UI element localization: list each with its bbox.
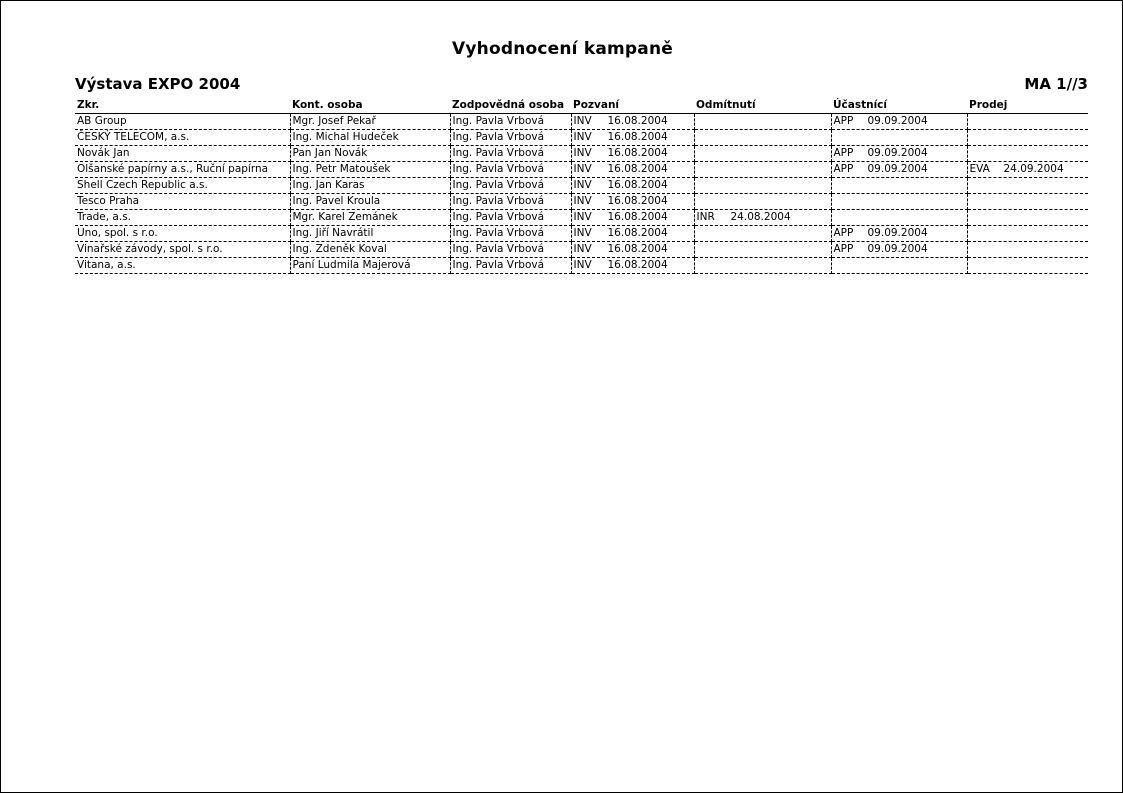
- cell-pozvani-code: INV: [573, 147, 592, 159]
- cell-ucastnici: [831, 162, 967, 178]
- cell-prodej: [967, 146, 1088, 162]
- cell-ucastnici-date: 09.09.2004: [867, 115, 928, 127]
- cell-kont-osoba: Mgr. Josef Pekař: [290, 114, 450, 130]
- cell-pozvani-code: INV: [573, 243, 592, 255]
- cell-odmitnuti: [694, 178, 831, 194]
- cell-prodej: [967, 242, 1088, 258]
- cell-pozvani-code: INV: [573, 227, 592, 239]
- cell-pozvani-code: INV: [573, 211, 592, 223]
- cell-odmitnuti-date: 24.08.2004: [730, 211, 791, 223]
- column-header-odmitnuti: Odmítnutí: [694, 99, 831, 114]
- cell-pozvani-code: INV: [573, 163, 592, 175]
- cell-zkr: Uno, spol. s r.o.: [75, 226, 290, 242]
- cell-zkr: Tesco Praha: [75, 194, 290, 210]
- cell-prodej: [967, 162, 1088, 178]
- table-row: [75, 258, 1088, 274]
- table-body: [75, 114, 1088, 274]
- cell-ucastnici-date: 09.09.2004: [867, 243, 928, 255]
- campaign-results-table: [75, 99, 1088, 274]
- cell-ucastnici-code: APP: [833, 227, 854, 239]
- cell-pozvani-code: INV: [573, 195, 592, 207]
- cell-ucastnici-code: APP: [833, 147, 854, 159]
- cell-odmitnuti-code: INR: [696, 211, 715, 223]
- cell-prodej: [967, 210, 1088, 226]
- cell-pozvani-date: 16.08.2004: [607, 211, 668, 223]
- cell-odmitnuti: [694, 146, 831, 162]
- table-header-row: [75, 99, 1088, 114]
- cell-pozvani-code: INV: [573, 259, 592, 271]
- cell-ucastnici-date: 09.09.2004: [867, 227, 928, 239]
- cell-odmitnuti: [694, 162, 831, 178]
- cell-zkr: AB Group: [75, 114, 290, 130]
- table-row: [75, 194, 1088, 210]
- cell-prodej: [967, 130, 1088, 146]
- column-header-zodpovedna-osoba: Zodpovědná osoba: [450, 99, 571, 114]
- cell-ucastnici: [831, 242, 967, 258]
- cell-zodpovedna-osoba: Ing. Pavla Vrbová: [450, 162, 571, 178]
- cell-odmitnuti: [694, 258, 831, 274]
- cell-pozvani: [571, 210, 694, 226]
- cell-pozvani-date: 16.08.2004: [607, 179, 668, 191]
- cell-pozvani: [571, 146, 694, 162]
- cell-odmitnuti: [694, 130, 831, 146]
- column-header-pozvani: Pozvaní: [571, 99, 694, 114]
- cell-pozvani-code: INV: [573, 179, 592, 191]
- cell-ucastnici: [831, 194, 967, 210]
- cell-pozvani: [571, 194, 694, 210]
- cell-zodpovedna-osoba: Ing. Pavla Vrbová: [450, 226, 571, 242]
- table-row: [75, 226, 1088, 242]
- table-row: [75, 130, 1088, 146]
- cell-pozvani-date: 16.08.2004: [607, 195, 668, 207]
- table-row: [75, 210, 1088, 226]
- cell-pozvani-date: 16.08.2004: [607, 115, 668, 127]
- cell-prodej: [967, 178, 1088, 194]
- cell-zkr: ČESKÝ TELECOM, a.s.: [75, 130, 290, 146]
- cell-pozvani: [571, 114, 694, 130]
- cell-odmitnuti: [694, 194, 831, 210]
- cell-pozvani-date: 16.08.2004: [607, 147, 668, 159]
- cell-prodej: [967, 258, 1088, 274]
- cell-zodpovedna-osoba: Ing. Pavla Vrbová: [450, 194, 571, 210]
- campaign-name: Výstava EXPO 2004: [75, 75, 241, 93]
- cell-odmitnuti: [694, 114, 831, 130]
- cell-prodej-code: EVA: [969, 163, 990, 175]
- cell-kont-osoba: Ing. Petr Matoušek: [290, 162, 450, 178]
- cell-kont-osoba: Ing. Jiří Navrátil: [290, 226, 450, 242]
- cell-ucastnici-date: 09.09.2004: [867, 163, 928, 175]
- cell-pozvani: [571, 162, 694, 178]
- cell-zodpovedna-osoba: Ing. Pavla Vrbová: [450, 210, 571, 226]
- cell-ucastnici: [831, 130, 967, 146]
- cell-ucastnici-code: APP: [833, 243, 854, 255]
- cell-ucastnici-code: APP: [833, 115, 854, 127]
- cell-kont-osoba: Ing. Jan Karas: [290, 178, 450, 194]
- cell-prodej: [967, 194, 1088, 210]
- cell-pozvani: [571, 130, 694, 146]
- cell-kont-osoba: Ing. Michal Hudeček: [290, 130, 450, 146]
- cell-ucastnici: [831, 258, 967, 274]
- cell-zkr: Shell Czech Republic a.s.: [75, 178, 290, 194]
- report-subheader: [75, 75, 1088, 93]
- cell-ucastnici: [831, 226, 967, 242]
- cell-prodej: [967, 114, 1088, 130]
- cell-zkr: Novák Jan: [75, 146, 290, 162]
- cell-pozvani: [571, 242, 694, 258]
- cell-ucastnici: [831, 146, 967, 162]
- cell-pozvani-date: 16.08.2004: [607, 243, 668, 255]
- cell-ucastnici: [831, 178, 967, 194]
- cell-pozvani-date: 16.08.2004: [607, 131, 668, 143]
- cell-zkr: Vitana, a.s.: [75, 258, 290, 274]
- cell-odmitnuti: [694, 226, 831, 242]
- cell-pozvani-code: INV: [573, 115, 592, 127]
- cell-kont-osoba: Ing. Pavel Kroula: [290, 194, 450, 210]
- cell-odmitnuti: [694, 210, 831, 226]
- cell-pozvani: [571, 258, 694, 274]
- cell-pozvani: [571, 226, 694, 242]
- cell-kont-osoba: Pan Jan Novák: [290, 146, 450, 162]
- table-row: [75, 114, 1088, 130]
- table-row: [75, 162, 1088, 178]
- cell-zodpovedna-osoba: Ing. Pavla Vrbová: [450, 178, 571, 194]
- cell-pozvani-date: 16.08.2004: [607, 163, 668, 175]
- cell-odmitnuti: [694, 242, 831, 258]
- cell-pozvani: [571, 178, 694, 194]
- cell-pozvani-date: 16.08.2004: [607, 227, 668, 239]
- cell-ucastnici-date: 09.09.2004: [867, 147, 928, 159]
- page-number-label: MA 1//3: [1024, 75, 1088, 93]
- cell-ucastnici-code: APP: [833, 163, 854, 175]
- cell-zodpovedna-osoba: Ing. Pavla Vrbová: [450, 146, 571, 162]
- cell-kont-osoba: Paní Ludmila Majerová: [290, 258, 450, 274]
- table-row: [75, 146, 1088, 162]
- cell-zodpovedna-osoba: Ing. Pavla Vrbová: [450, 114, 571, 130]
- cell-kont-osoba: Ing. Zdeněk Koval: [290, 242, 450, 258]
- cell-prodej-date: 24.09.2004: [1003, 163, 1064, 175]
- column-header-kont-osoba: Kont. osoba: [290, 99, 450, 114]
- cell-kont-osoba: Mgr. Karel Zemánek: [290, 210, 450, 226]
- cell-zkr: Trade, a.s.: [75, 210, 290, 226]
- cell-pozvani-code: INV: [573, 131, 592, 143]
- cell-zodpovedna-osoba: Ing. Pavla Vrbová: [450, 130, 571, 146]
- table-row: [75, 178, 1088, 194]
- table-row: [75, 242, 1088, 258]
- page-title: Vyhodnocení kampaně: [452, 39, 673, 59]
- column-header-ucastnici: Účastnící: [831, 99, 967, 114]
- cell-zodpovedna-osoba: Ing. Pavla Vrbová: [450, 242, 571, 258]
- column-header-prodej: Prodej: [967, 99, 1088, 114]
- cell-zodpovedna-osoba: Ing. Pavla Vrbová: [450, 258, 571, 274]
- cell-prodej: [967, 226, 1088, 242]
- cell-ucastnici: [831, 210, 967, 226]
- cell-zkr: Olšanské papírny a.s., Ruční papírna: [75, 162, 290, 178]
- cell-pozvani-date: 16.08.2004: [607, 259, 668, 271]
- report-body: [75, 75, 1088, 274]
- cell-ucastnici: [831, 114, 967, 130]
- cell-zkr: Vinařské závody, spol. s r.o.: [75, 242, 290, 258]
- column-header-zkr: Zkr.: [75, 99, 290, 114]
